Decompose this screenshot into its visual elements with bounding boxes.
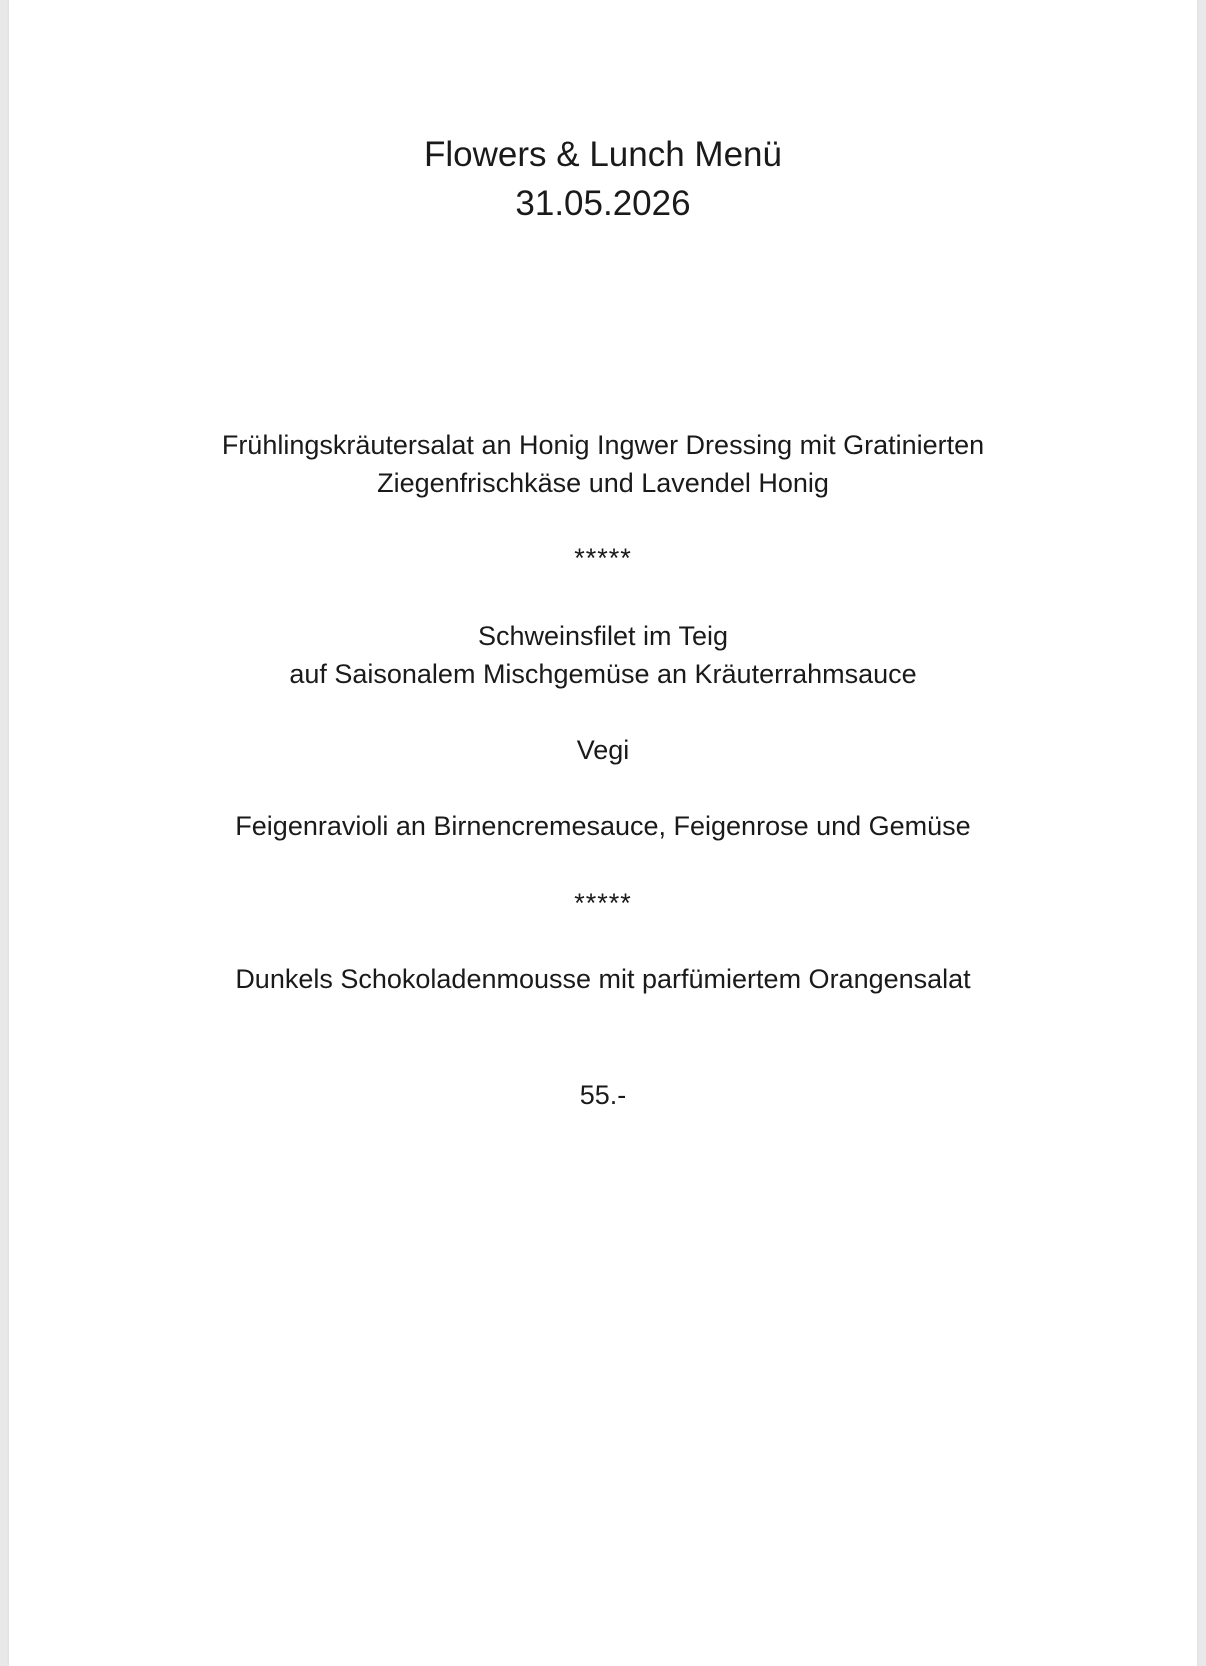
menu-date: 31.05.2026 [515, 184, 691, 223]
dessert: Dunkels Schokoladenmousse mit parfümiertem Orangensalat [235, 964, 971, 994]
menu-price: 55.- [579, 1080, 627, 1110]
starter-line-2: Ziegenfrischkäse und Lavendel Honig [377, 468, 829, 498]
menu-title: Flowers & Lunch Menü [424, 135, 782, 174]
menu-page [9, 0, 1197, 1666]
course-separator: ***** [574, 543, 632, 573]
course-separator: ***** [574, 888, 632, 918]
main-course-line-2: auf Saisonalem Mischgemüse an Kräuterrahmsauce [289, 659, 917, 689]
main-course-line-1: Schweinsfilet im Teig [477, 621, 729, 651]
vegi-label: Vegi [576, 735, 630, 765]
starter-line-1: Frühlingskräutersalat an Honig Ingwer Dressing mit Gratinierten [221, 430, 985, 460]
vegi-dish: Feigenravioli an Birnencremesauce, Feigenrose und Gemüse [235, 811, 971, 841]
